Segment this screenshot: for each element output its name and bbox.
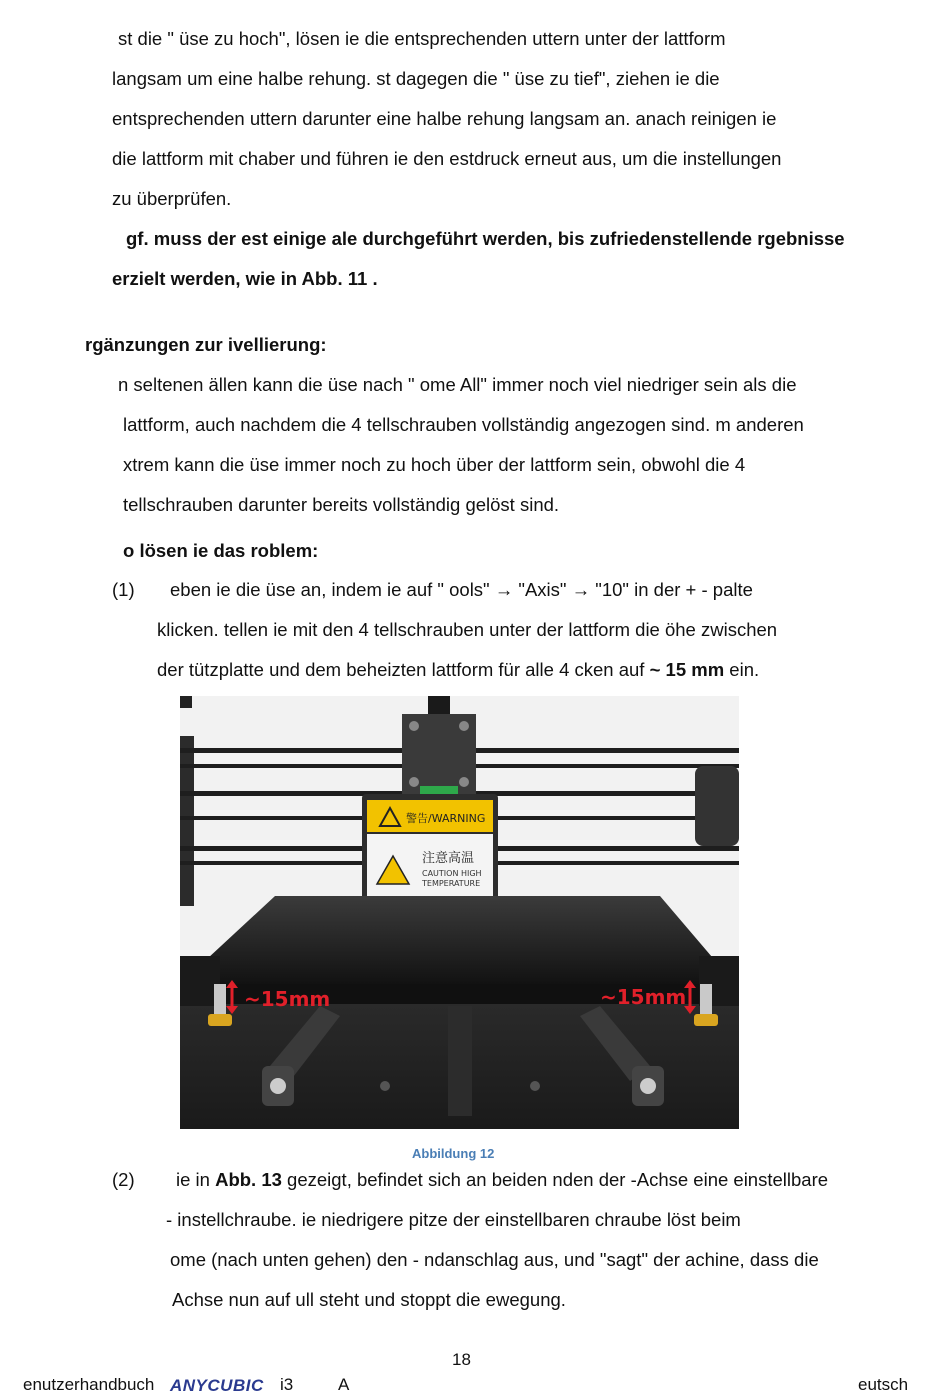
- figure-ref-bold: Abb. 13: [215, 1169, 282, 1190]
- footer-model-suffix: A: [338, 1375, 350, 1394]
- footer-left-text: enutzerhandbuch: [23, 1375, 155, 1394]
- text-line: langsam um eine halbe rehung. st dagegen die " üse zu tief", ziehen ie die: [112, 68, 720, 89]
- text-line: tellschrauben darunter bereits vollständig gelöst sind.: [123, 494, 560, 515]
- figure-caption: Abbildung 12: [412, 1146, 495, 1161]
- step-text: [157, 658, 759, 682]
- measure-label-right: ~15mm: [600, 985, 687, 1009]
- hot-label-en2: TEMPERATURE: [422, 879, 481, 888]
- step-number: (2): [112, 1169, 135, 1190]
- step-text: [176, 1168, 828, 1192]
- text-line: xtrem kann die üse immer noch zu hoch über der lattform sein, obwohl die 4: [123, 454, 746, 475]
- step-text: ome (nach unten gehen) den - ndanschlag aus, und "sagt" der achine, dass die: [170, 1249, 819, 1270]
- step-text: - instellchraube. ie niedrigere pitze der einstellbaren chraube löst beim: [166, 1209, 741, 1230]
- hot-label-cn: 注意高温: [422, 851, 475, 866]
- step-text: klicken. tellen ie mit den 4 tellschrauben unter der lattform die öhe zwischen: [157, 619, 778, 640]
- step-text: Achse nun auf ull steht und stoppt die ewegung.: [172, 1289, 566, 1310]
- step-text-part: gezeigt, befindet sich an beiden nden der -Achse eine einstellbare: [281, 1169, 829, 1190]
- subheading: o lösen ie das roblem:: [123, 540, 319, 561]
- measure-bold: ~ 15 mm: [649, 659, 725, 680]
- measure-label-left: ~15mm: [244, 987, 331, 1011]
- step-text-part: ie in: [176, 1169, 216, 1190]
- step-text: eben ie die üse an, indem ie auf " ools" → "Axis" → "10" in der + - palte: [170, 579, 753, 600]
- text-line: st die " üse zu hoch", lösen ie die entsprechenden uttern unter der lattform: [118, 28, 726, 49]
- bold-note-line: erzielt werden, wie in Abb. 11 .: [112, 268, 378, 289]
- step-number: (1): [112, 579, 135, 600]
- text-line: lattform, auch nachdem die 4 tellschrauben vollständig angezogen sind. m anderen: [123, 414, 804, 435]
- text-line: zu überprüfen.: [112, 188, 232, 209]
- text-line: entsprechenden uttern darunter eine halbe rehung langsam an. anach reinigen ie: [112, 108, 777, 129]
- footer-right-text: eutsch: [858, 1375, 909, 1394]
- section-heading: rgänzungen zur ivellierung:: [85, 334, 327, 355]
- page-number: 18: [452, 1350, 471, 1369]
- printer-illustration: [180, 696, 739, 1129]
- footer-model: i3: [280, 1375, 294, 1394]
- brand-logo: ANYCUBIC: [170, 1376, 264, 1395]
- text-line: die lattform mit chaber und führen ie den estdruck erneut aus, um die instellungen: [112, 148, 782, 169]
- footer: [0, 1375, 950, 1397]
- text-line: n seltenen ällen kann die üse nach " ome All" immer noch viel niedriger sein als die: [118, 374, 797, 395]
- warning-label: 警告/WARNING: [406, 812, 486, 825]
- printer-figure: [180, 696, 739, 1129]
- hot-label-en1: CAUTION HIGH: [422, 869, 482, 878]
- bold-note-line: gf. muss der est einige ale durchgeführt werden, bis zufriedenstellende rgebnisse: [126, 228, 845, 249]
- step-text-part: ein.: [724, 659, 760, 680]
- step-text-part: der tützplatte und dem beheizten lattform für alle 4 cken auf: [157, 659, 650, 680]
